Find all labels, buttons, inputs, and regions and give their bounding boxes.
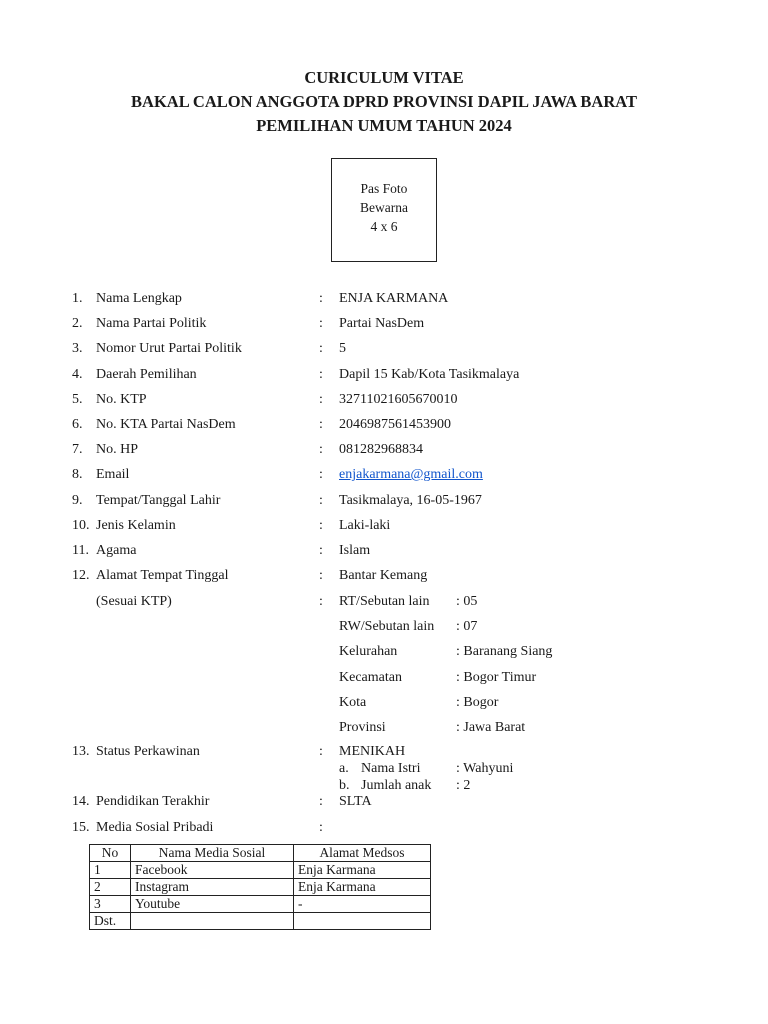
table-cell: Youtube (131, 896, 294, 913)
table-cell: 2 (90, 879, 131, 896)
item-value: Dapil 15 Kab/Kota Tasikmalaya (339, 367, 520, 382)
item-label: Nama Lengkap (96, 291, 182, 306)
item-label: No. HP (96, 442, 139, 457)
item-value: ENJA KARMANA (339, 291, 449, 306)
item-number: 2. (72, 316, 83, 331)
address-field-value: : 05 (456, 594, 478, 609)
item-colon: : (319, 493, 323, 508)
item-number: 1. (72, 291, 83, 306)
item-label: Agama (96, 543, 137, 558)
sub-value: : 2 (456, 778, 471, 793)
item-label: No. KTA Partai NasDem (96, 417, 236, 432)
sub-letter: a. (339, 761, 349, 776)
item-colon: : (319, 568, 323, 583)
address-field-label: RT/Sebutan lain (339, 594, 430, 609)
table-cell: Facebook (131, 862, 294, 879)
item-label: Alamat Tempat Tinggal (96, 568, 229, 583)
item-value: Tasikmalaya, 16-05-1967 (339, 493, 482, 508)
column-header: Nama Media Sosial (131, 845, 294, 862)
item-number: 13. (72, 744, 90, 759)
item-colon: : (319, 392, 323, 407)
photo-label-line1: Pas Foto (360, 181, 408, 196)
item-label: Daerah Pemilihan (96, 367, 197, 382)
table-cell: 1 (90, 862, 131, 879)
item-colon: : (319, 467, 323, 482)
table-header-row (90, 845, 431, 862)
item-number: 7. (72, 442, 83, 457)
item-value: 32711021605670010 (339, 392, 458, 407)
item-number: 6. (72, 417, 83, 432)
item-colon: : (319, 291, 323, 306)
item-number: 11. (72, 543, 89, 558)
table-row (90, 896, 431, 913)
column-header: No (90, 845, 131, 862)
item-value: Partai NasDem (339, 316, 425, 331)
address-field-value: : 07 (456, 619, 478, 634)
table-row (90, 862, 431, 879)
item-number: 10. (72, 518, 90, 533)
cv-election-title: PEMILIHAN UMUM TAHUN 2024 (256, 116, 512, 135)
item-colon: : (319, 744, 323, 759)
item-label: No. KTP (96, 392, 147, 407)
photo-placeholder (331, 158, 437, 262)
table-cell: Enja Karmana (294, 862, 431, 879)
address-field-label: Kota (339, 695, 367, 710)
item-colon: : (319, 316, 323, 331)
address-field-label: Kelurahan (339, 644, 398, 659)
column-header: Alamat Medsos (294, 845, 431, 862)
address-field-label: Provinsi (339, 720, 386, 735)
item-label: Nomor Urut Partai Politik (96, 341, 242, 356)
item-value: SLTA (339, 794, 372, 809)
item-label: Nama Partai Politik (96, 316, 207, 331)
item-colon: : (319, 367, 323, 382)
table-cell: - (294, 896, 431, 913)
sub-value: : Wahyuni (456, 761, 514, 776)
item-value: Bantar Kemang (339, 568, 428, 583)
item-number: 3. (72, 341, 83, 356)
item-value: 081282968834 (339, 442, 423, 457)
item-colon: : (319, 518, 323, 533)
table-cell (294, 913, 431, 930)
item-label: Tempat/Tanggal Lahir (96, 493, 221, 508)
address-field-value: : Bogor (456, 695, 499, 710)
photo-label-line3: 4 x 6 (370, 219, 398, 234)
item-number: 15. (72, 820, 90, 835)
email-link[interactable]: enjakarmana@gmail.com (339, 467, 483, 482)
item-colon: : (319, 543, 323, 558)
table-row (90, 913, 431, 930)
sub-label: Nama Istri (361, 761, 421, 776)
table-cell: Enja Karmana (294, 879, 431, 896)
item-colon: : (319, 794, 323, 809)
table-cell: 3 (90, 896, 131, 913)
item-label: Jenis Kelamin (96, 518, 176, 533)
table-cell (131, 913, 294, 930)
address-field-label: Kecamatan (339, 670, 402, 685)
address-field-value: : Baranang Siang (456, 644, 553, 659)
table-cell: Dst. (90, 913, 131, 930)
item-colon: : (319, 341, 323, 356)
item-label: Pendidikan Terakhir (96, 794, 210, 809)
item-colon: : (319, 820, 323, 835)
address-field-value: : Jawa Barat (456, 720, 526, 735)
photo-label-line2: Bewarna (360, 200, 408, 215)
item-label: Status Perkawinan (96, 744, 200, 759)
item-number: 8. (72, 467, 83, 482)
item-value: 2046987561453900 (339, 417, 451, 432)
address-sub-label: (Sesuai KTP) (96, 594, 172, 609)
item-number: 9. (72, 493, 83, 508)
sub-letter: b. (339, 778, 350, 793)
item-number: 4. (72, 367, 83, 382)
item-number: 12. (72, 568, 90, 583)
table-cell: Instagram (131, 879, 294, 896)
item-value: Laki-laki (339, 518, 391, 533)
social-media-table (89, 844, 431, 930)
address-field-value: : Bogor Timur (456, 670, 537, 685)
item-value: MENIKAH (339, 744, 406, 759)
cv-subtitle: BAKAL CALON ANGGOTA DPRD PROVINSI DAPIL JAWA BARAT (131, 92, 637, 111)
item-label: Email (96, 467, 130, 482)
cv-title: CURICULUM VITAE (304, 68, 464, 87)
sub-label: Jumlah anak (361, 778, 432, 793)
item-colon: : (319, 417, 323, 432)
item-label: Media Sosial Pribadi (96, 820, 214, 835)
item-number: 5. (72, 392, 83, 407)
address-colon: : (319, 594, 323, 609)
item-colon: : (319, 442, 323, 457)
item-value: 5 (339, 341, 346, 356)
item-value: Islam (339, 543, 371, 558)
table-row (90, 879, 431, 896)
item-number: 14. (72, 794, 90, 809)
address-field-label: RW/Sebutan lain (339, 619, 435, 634)
